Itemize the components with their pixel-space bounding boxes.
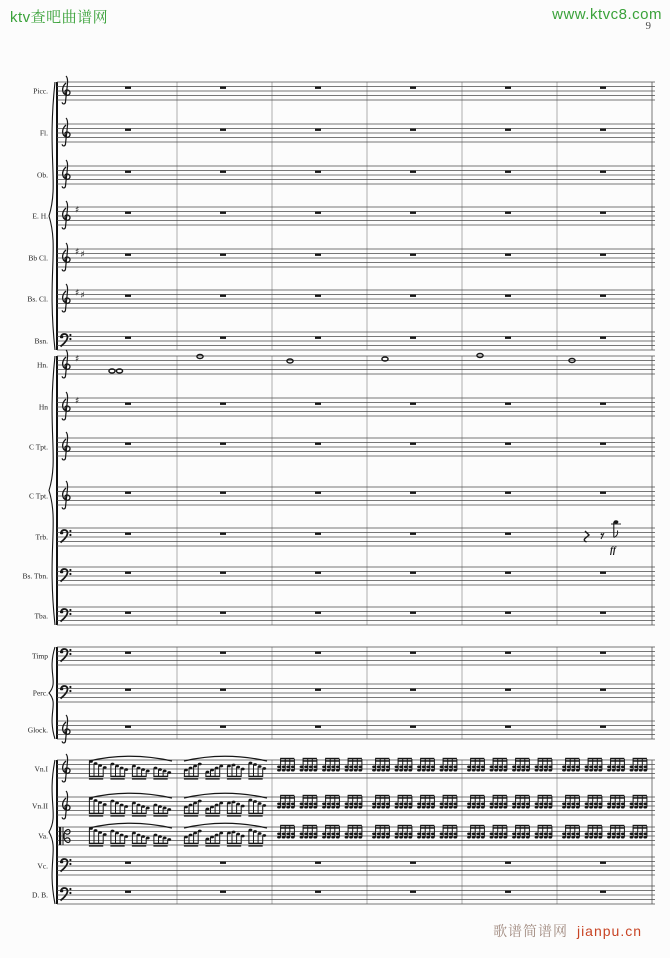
svg-text:♯: ♯ [75,354,80,365]
svg-text:Picc.: Picc. [33,86,48,96]
svg-text:♯: ♯ [80,291,85,301]
svg-text:C Tpt.: C Tpt. [28,442,48,452]
footer-site-cn: 歌谱简谱网 [493,924,569,940]
page-number: 9 [645,20,651,32]
svg-text:E. H.: E. H. [32,211,48,221]
svg-text:♯: ♯ [75,247,80,258]
svg-text:♯: ♯ [75,288,80,299]
staff-bs-tbn [23,567,656,585]
staff-vn-i [34,754,655,782]
staff-perc [33,684,655,702]
staff-bs-cl [27,284,655,312]
staff-tba [34,607,655,625]
staff-va [38,823,655,846]
svg-text:Vn.II: Vn.II [31,801,48,811]
svg-text:Ob.: Ob. [36,170,48,180]
staff-vn-ii [32,791,655,819]
svg-text:D. B.: D. B. [31,890,48,900]
system-group-percussion [28,647,655,743]
staff-vc [37,857,655,875]
svg-text:Tba.: Tba. [34,611,48,621]
svg-text:Bs. Cl.: Bs. Cl. [27,294,48,304]
svg-text:Fl.: Fl. [39,128,48,138]
staff-trb [36,520,655,555]
svg-text:Va.: Va. [38,831,48,841]
staff-picc [33,76,655,104]
staff-hn [37,350,655,378]
svg-text:Vn.I: Vn.I [34,764,48,774]
site-link-left[interactable]: ktv查吧曲谱网 [10,9,109,26]
staff-ob [37,160,655,188]
svg-text:Glock.: Glock. [27,725,48,735]
svg-text:♯: ♯ [80,250,85,260]
svg-text:Bb Cl.: Bb Cl. [28,253,48,263]
svg-text:Hn.: Hn. [36,360,48,370]
staff-glock [28,715,655,743]
system-group-strings [32,754,655,904]
svg-text:Perc.: Perc. [32,688,48,698]
svg-text:Bsn.: Bsn. [34,336,48,346]
staff-fl [40,118,655,146]
staff-timp [32,647,655,665]
footer-site-en[interactable]: jianpu.cn [576,923,642,939]
staff-c-tpt [29,432,655,460]
staff-c-tpt [29,481,655,509]
svg-text:C Tpt.: C Tpt. [28,491,48,501]
svg-text:Bs. Tbn.: Bs. Tbn. [22,571,48,581]
svg-text:Vc.: Vc. [37,861,48,871]
site-link-right[interactable]: www.ktvc8.com [552,6,662,23]
svg-text:ff: ff [610,545,616,555]
svg-text:♯: ♯ [75,205,80,216]
footer-watermark [493,921,642,941]
staff-d-b [32,886,655,904]
staff-bb-cl [28,243,655,271]
svg-text:♯: ♯ [75,396,80,407]
staff-e-h [32,201,655,229]
system-group-woodwinds [27,76,655,350]
svg-text:Trb.: Trb. [35,532,48,542]
staff-bsn [34,332,655,350]
svg-text:Timp: Timp [32,651,48,661]
system-group-brass [23,350,656,625]
svg-text:Hn: Hn [38,402,48,412]
staff-hn [39,392,655,420]
